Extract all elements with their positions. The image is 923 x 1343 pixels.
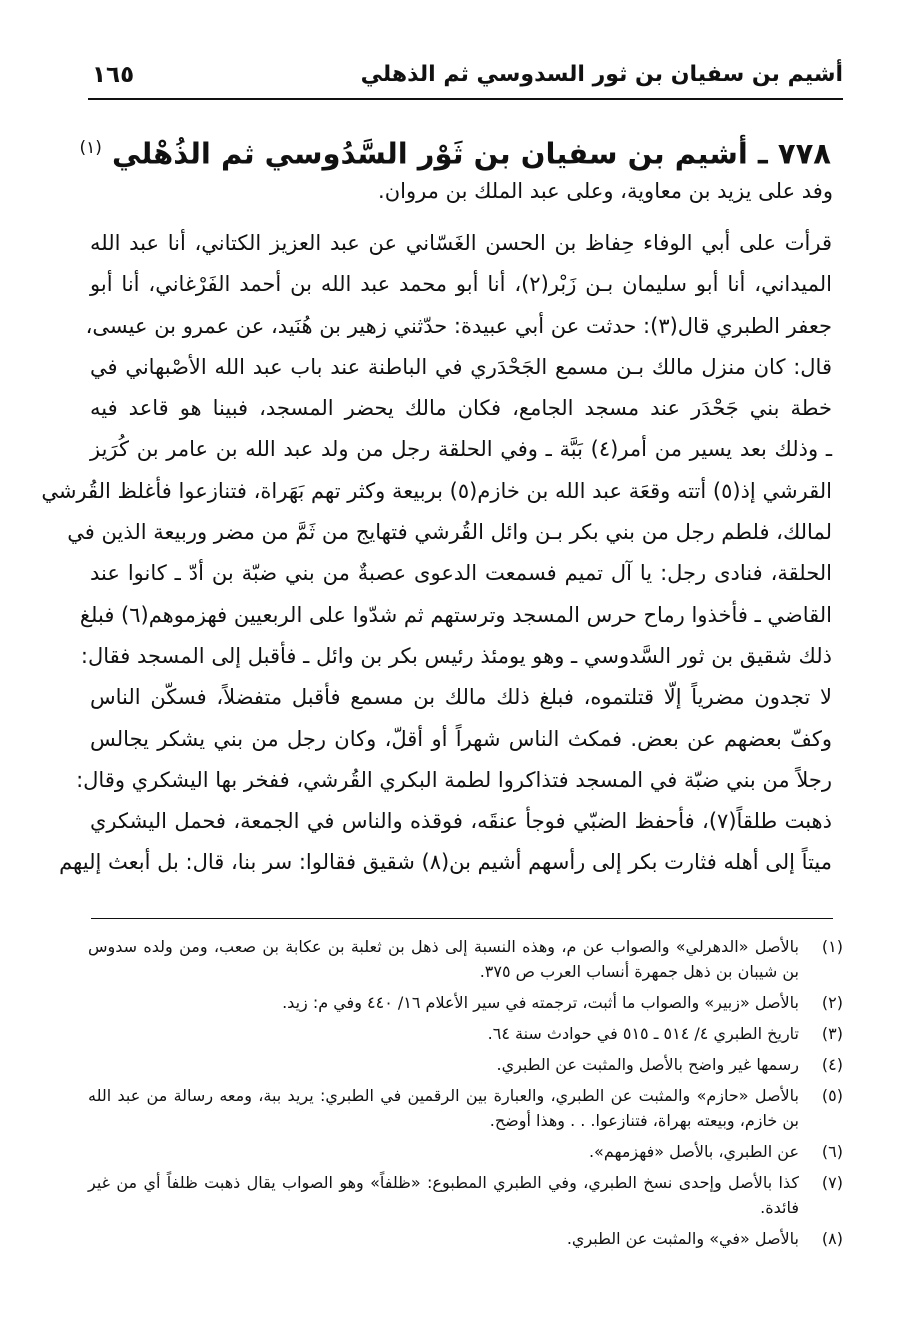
footnote [88, 1170, 843, 1220]
body-line: ذهبت طلقاً(٧)، فأحفظ الضبّي فوجأ عنقَه، فوقذه والناس في الجمعة، فحمل اليشكري [90, 809, 832, 834]
body-line: ذلك شقيق بن ثور السَّدوسي ـ وهو يومئذ رئيس بكر بن وائل ـ فأقبل إلى المسجد فقال: [80, 643, 832, 668]
body-line: لمالك، فلطم رجل من بني بكر بـن وائل القُرشي فتهايج من ثَمَّ من مضر وربيعة الذين في [67, 520, 832, 545]
footnote-text: بالأصل «حازم» والمثبت عن الطبري، والعبارة بين الرقمين في الطبري: يريد ببة، ومعه رسالة من عبد الله بن خازم، وبيعته بهراة، فتنازعوا. . . وهذا أوضح. [88, 1086, 799, 1130]
page-number: ١٦٥ [92, 62, 135, 88]
footnote-text: عن الطبري، بالأصل «فهزمهم». [588, 1142, 799, 1161]
footnote-text: بالأصل «في» والمثبت عن الطبري. [566, 1229, 799, 1248]
body-line: ـ وذلك بعد يسير من أمر(٤) بَبَّة ـ وفي الحلقة رجل من ولد عبد الله بن عامر بن كُرَيز [90, 437, 833, 462]
footnote-text: بالأصل «زبير» والصواب ما أثبت، ترجمته في سير الأعلام ١٦/ ٤٤٠ وفي م: زيد. [282, 993, 799, 1012]
body-line: الحلقة، فنادى رجل: يا آل تميم فسمعت الدعوى عصبةٌ من بني ضبّة بن أدّ ـ كانوا عند [90, 561, 832, 586]
body-line: قرأت على أبي الوفاء حِفاظ بن الحسن الغَسّاني عن عبد العزيز الكتاني، أنا عبد الله [90, 231, 832, 255]
entry-heading-text: ٧٧٨ ـ أشيم بن سفيان بن ثَوْر السَّدُوسي ثم الذُهْلي [111, 136, 831, 171]
body-line: ميتاً إلى أهله فثارت بكر إلى رأسهم أشيم بن(٨) شقيق فقالوا: سر بنا، قال: بل أبعث إليهم [59, 850, 832, 875]
body-line: قال: كان منزل مالك بـن مسمع الجَحْدَري في الباطنة عند باب عبد الله الأصْبهاني في [90, 354, 832, 379]
body-line: وكفّ بعضهم عن بعض. فمكث الناس شهراً أو أقلّ، وكان رجل من بني يشكر يجالس [90, 726, 832, 751]
footnote-number: (٧) [821, 1173, 843, 1192]
footnote [88, 1083, 843, 1133]
footnote [88, 990, 843, 1015]
body-line: لا تجدون مضرياً إلّا قتلتموه، فبلغ ذلك مالك بن مسمع فأقبل متفضلاً، فسكّن الناس [90, 685, 832, 710]
body-line: القرشي إذ(٥) أتته وقعَة عبد الله بن خازم(٥) بربيعة وكثر تهم بَهَراة، فتنازعوا فأغلظ القُرشي [41, 478, 832, 503]
footnote-number: (٦) [821, 1142, 843, 1161]
body-line: خطة بني جَحْدَر عند مسجد الجامع، فكان مالك يحضر المسجد، فبينا هو قاعد فيه [90, 396, 832, 421]
footnote-number: (٣) [821, 1024, 843, 1043]
body-line: رجلاً من بني ضبّة في المسجد فتذاكروا لطمة البكري القُرشي، ففخر بها اليشكري وقال: [76, 767, 832, 792]
footnote-text: بالأصل «الدهرلي» والصواب عن م، وهذه النسبة إلى ذهل بن ثعلبة بن عكابة بن صعب، ومن ولده سدوس بن شيبان بن ذهل جمهرة أنساب العرب ص ٣٧٥. [88, 937, 799, 981]
body-line: جعفر الطبري قال(٣): حدثت عن أبي عبيدة: حدّثني زهير بن هُنَيد، عن عمرو بن عيسى، [85, 313, 832, 338]
entry-intro: وفد على يزيد بن معاوية، وعلى عبد الملك بن مروان. [378, 179, 833, 203]
footnote-text: تاريخ الطبري ٤/ ٥١٤ ـ ٥١٥ في حوادث سنة ٦٤. [487, 1024, 799, 1043]
body-line: الميداني، أنا أبو سليمان بـن زَبْر(٢)، أنا أبو محمد عبد الله بن أحمد الفَرْغاني، أنا أبو [90, 272, 832, 297]
footnotes [88, 934, 843, 1257]
body-text [41, 223, 833, 884]
footnote-number: (٥) [821, 1086, 843, 1105]
footnote [88, 1021, 843, 1046]
footnote [88, 1226, 843, 1251]
entry-heading-footnote-ref: (١) [79, 138, 102, 158]
running-head-title: أشيم بن سفيان بن ثور السدوسي ثم الذهلي [360, 62, 843, 87]
footnote-number: (٨) [821, 1229, 843, 1248]
footnote [88, 1052, 843, 1077]
footnote [88, 1139, 843, 1164]
running-head [88, 58, 843, 100]
footnote [88, 934, 843, 984]
entry-heading [79, 128, 831, 174]
body-line: القاضي ـ فأخذوا رماح حرس المسجد وترستهم ثم شدّوا على الربعيين فهزموهم(٦) فبلغ [79, 602, 832, 627]
footnote-number: (٤) [821, 1055, 843, 1074]
footnote-number: (٢) [821, 993, 843, 1012]
footnote-text: رسمها غير واضح بالأصل والمثبت عن الطبري. [496, 1055, 799, 1074]
footnote-separator [91, 918, 833, 919]
footnote-text: كذا بالأصل وإحدى نسخ الطبري، وفي الطبري المطبوع: «ظلفاً» وهو الصواب يقال ذهبت ظلفاً أي من غير فائدة. [88, 1173, 799, 1217]
footnote-number: (١) [821, 937, 843, 956]
